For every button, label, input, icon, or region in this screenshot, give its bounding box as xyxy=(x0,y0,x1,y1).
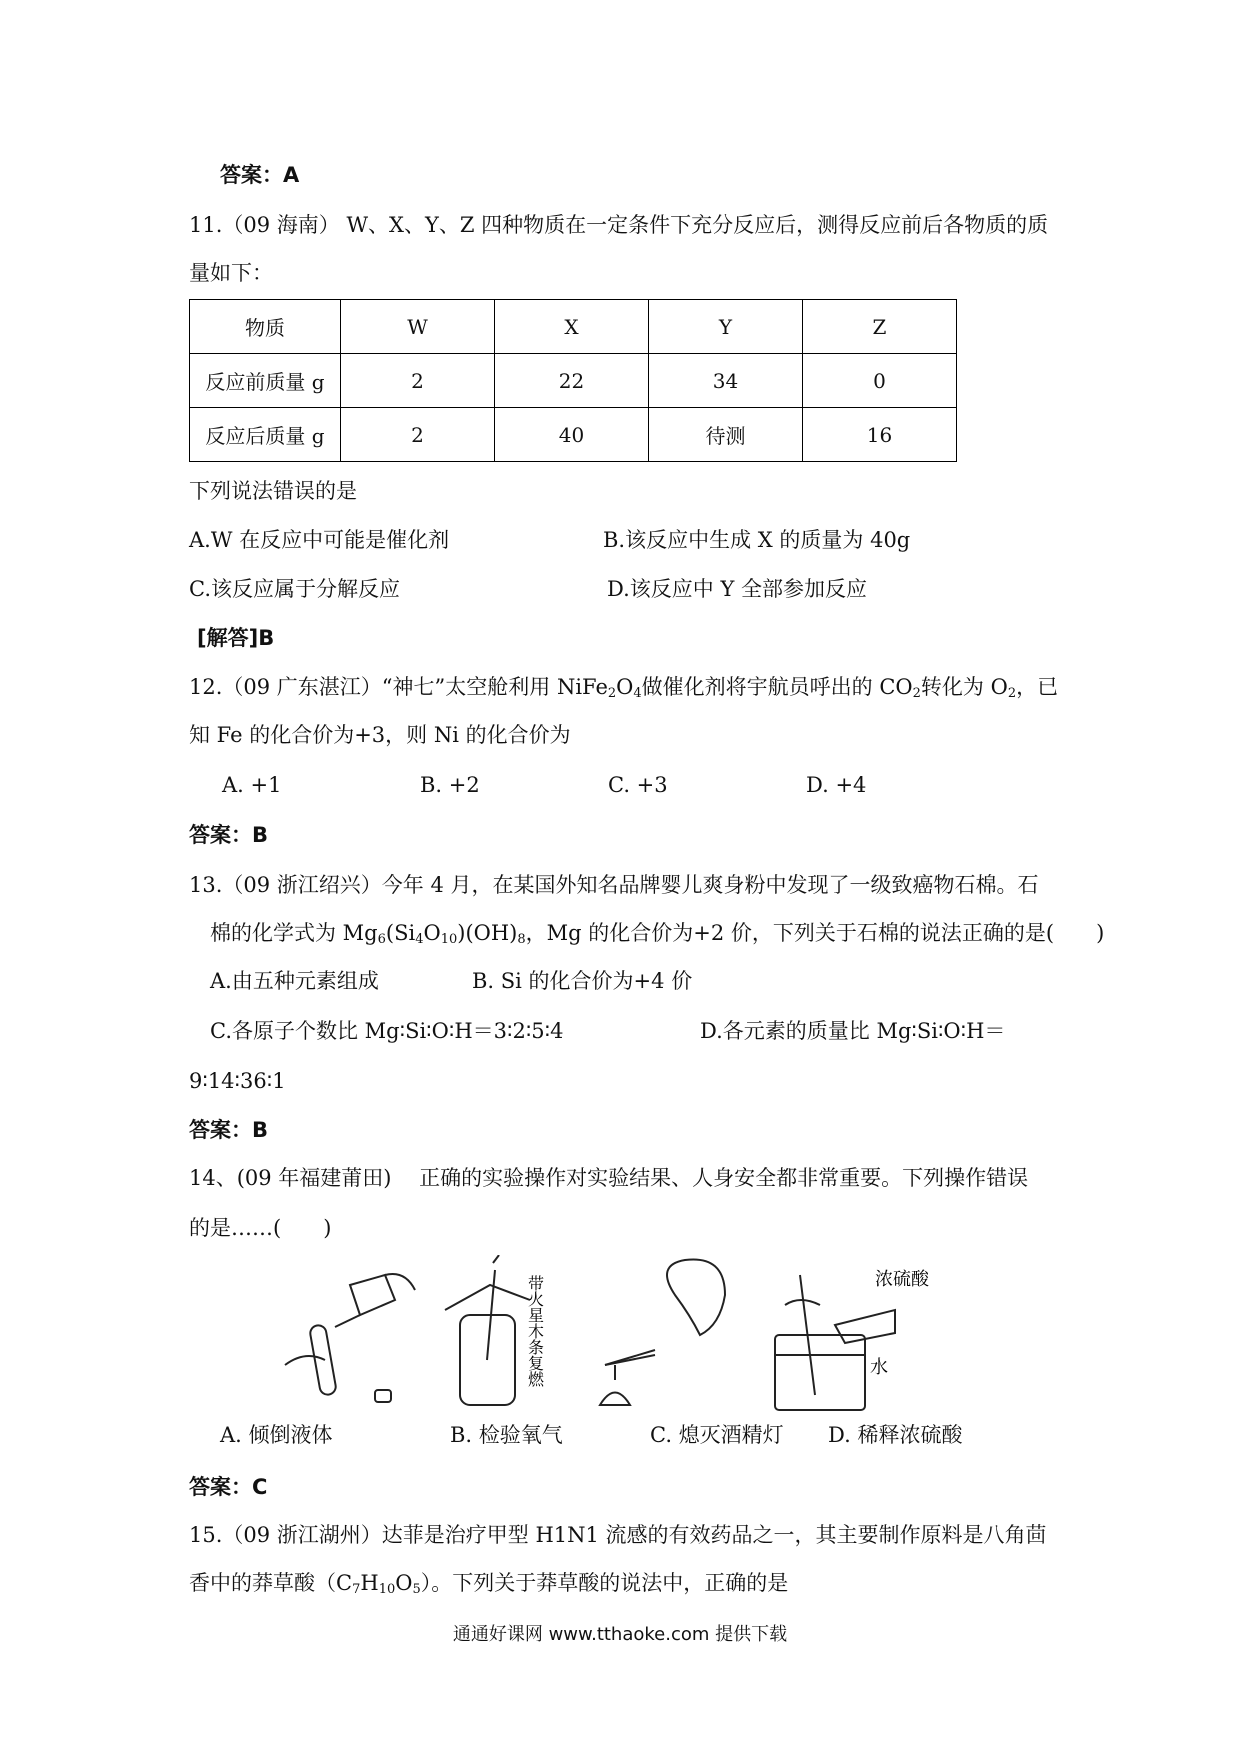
table-cell: 反应后质量 g xyxy=(190,408,341,462)
q12-text-d: 转化为 O xyxy=(920,675,1008,699)
q12-option-c: C. +3 xyxy=(608,773,668,797)
q13-text-a: 棉的化学式为 Mg xyxy=(210,921,378,945)
q14-option-c: C. 熄灭酒精灯 xyxy=(650,1423,784,1447)
q11-option-b: B.该反应中生成 X 的质量为 40g xyxy=(603,528,911,552)
q12-line1 xyxy=(189,672,1058,709)
subscript: 6 xyxy=(377,932,386,947)
q12-option-d: D. +4 xyxy=(806,773,867,797)
subscript: 2 xyxy=(1007,686,1017,701)
answer-q12: 答案：B xyxy=(189,823,269,847)
page-footer: 通通好课网 www.tthaoke.com 提供下载 xyxy=(452,1624,788,1645)
table-cell: 2 xyxy=(341,354,495,408)
q15-text-a: 香中的莽草酸（C xyxy=(189,1571,353,1595)
table-header-cell: Z xyxy=(803,300,957,354)
table-header-cell: 物质 xyxy=(190,300,341,354)
q15-line2 xyxy=(189,1568,788,1605)
table-header-cell: Y xyxy=(649,300,803,354)
q12-option-a: A. +1 xyxy=(222,773,282,797)
q13-text-e: ，Mg 的化合价为+2 价，下列关于石棉的说法正确的是( ) xyxy=(525,921,1105,945)
table-header-row xyxy=(190,300,957,354)
q15-text-d: ）。下列关于莽草酸的说法中，正确的是 xyxy=(420,1571,789,1595)
q13-option-d-cont: 9∶14∶36∶1 xyxy=(189,1069,286,1093)
subscript: 10 xyxy=(440,932,458,947)
q14-option-a: A. 倾倒液体 xyxy=(220,1423,333,1447)
table-cell: 16 xyxy=(803,408,957,462)
q13-text-b: (Si xyxy=(385,921,416,945)
q14-line1: 14、(09 年福建莆田) 正确的实验操作对实验结果、人身安全都非常重要。下列操作错误 xyxy=(189,1166,1029,1190)
q11-option-d: D.该反应中 Y 全部参加反应 xyxy=(607,577,867,601)
table-row xyxy=(190,354,957,408)
subscript: 7 xyxy=(352,1582,361,1597)
table-cell: 2 xyxy=(341,408,495,462)
subscript: 10 xyxy=(378,1582,396,1597)
table-cell: 0 xyxy=(803,354,957,408)
subscript: 4 xyxy=(415,932,424,947)
q12-text-e: ，已 xyxy=(1016,675,1059,699)
q14-option-b: B. 检验氧气 xyxy=(450,1423,563,1447)
q12-line2: 知 Fe 的化合价为+3，则 Ni 的化合价为 xyxy=(189,723,571,747)
subscript: 8 xyxy=(517,932,526,947)
q13-option-a: A.由五种元素组成 xyxy=(210,969,379,993)
subscript: 4 xyxy=(633,686,642,701)
q15-text-c: O xyxy=(395,1571,413,1595)
q13-option-b: B. Si 的化合价为+4 价 xyxy=(472,969,693,993)
fig-b-label: 带火星木条复燃 xyxy=(525,1275,545,1387)
q13-line2 xyxy=(210,918,1104,955)
subscript: 2 xyxy=(912,686,921,701)
q12-text-b: O xyxy=(616,675,634,699)
table-header-cell: W xyxy=(341,300,495,354)
q14-option-d: D. 稀释浓硫酸 xyxy=(828,1423,963,1447)
q13-text-c: O xyxy=(423,921,441,945)
q13-option-c: C.各原子个数比 Mg∶Si∶O∶H＝3∶2∶5∶4 xyxy=(210,1019,564,1043)
experiment-illustration xyxy=(255,1255,985,1415)
subscript: 5 xyxy=(412,1582,421,1597)
pouring-liquid-figure xyxy=(285,1274,415,1402)
q11-line2: 量如下： xyxy=(189,261,273,285)
q11-option-a: A.W 在反应中可能是催化剂 xyxy=(189,528,450,552)
fig-d-acid-label: 浓硫酸 xyxy=(875,1269,929,1290)
q15-line1: 15.（09 浙江湖州）达菲是治疗甲型 H1N1 流感的有效药品之一，其主要制作原料是八角茴 xyxy=(189,1523,1047,1547)
answer-q10: 答案：A xyxy=(220,163,300,187)
mass-table xyxy=(189,299,957,462)
q13-option-d: D.各元素的质量比 Mg∶Si∶O∶H＝ xyxy=(700,1019,1006,1043)
answer-q14: 答案：C xyxy=(189,1475,268,1499)
q13-line1: 13.（09 浙江绍兴）今年 4 月，在某国外知名品牌婴儿爽身粉中发现了一级致癌物石棉。石 xyxy=(189,873,1039,897)
table-cell: 40 xyxy=(495,408,649,462)
answer-q11: [解答]B xyxy=(197,626,275,650)
q12-text-c: 做催化剂将宇航员呼出的 CO xyxy=(641,675,913,699)
dilute-acid-figure xyxy=(775,1275,895,1410)
q15-text-b: H xyxy=(360,1571,379,1595)
q11-prompt: 下列说法错误的是 xyxy=(189,479,357,503)
oxygen-test-figure xyxy=(445,1255,530,1405)
table-cell: 34 xyxy=(649,354,803,408)
q11-option-c: C.该反应属于分解反应 xyxy=(189,577,400,601)
subscript: 2 xyxy=(607,686,617,701)
q13-text-d: )(OH) xyxy=(457,921,518,945)
q12-option-b: B. +2 xyxy=(420,773,480,797)
table-cell: 22 xyxy=(495,354,649,408)
table-header-cell: X xyxy=(495,300,649,354)
table-cell: 待测 xyxy=(649,408,803,462)
q11-line1: 11.（09 海南） W、X、Y、Z 四种物质在一定条件下充分反应后，测得反应前后各物质的质 xyxy=(189,213,1049,237)
fig-d-water-label: 水 xyxy=(870,1357,888,1378)
q12-text-a: 12.（09 广东湛江）“神七”太空舱利用 NiFe xyxy=(189,675,608,699)
alcohol-lamp-figure xyxy=(600,1259,725,1405)
answer-q13: 答案：B xyxy=(189,1118,269,1142)
experiment-figures xyxy=(255,1255,985,1415)
q14-line2: 的是……( ) xyxy=(189,1216,332,1240)
table-row xyxy=(190,408,957,462)
table-cell: 反应前质量 g xyxy=(190,354,341,408)
